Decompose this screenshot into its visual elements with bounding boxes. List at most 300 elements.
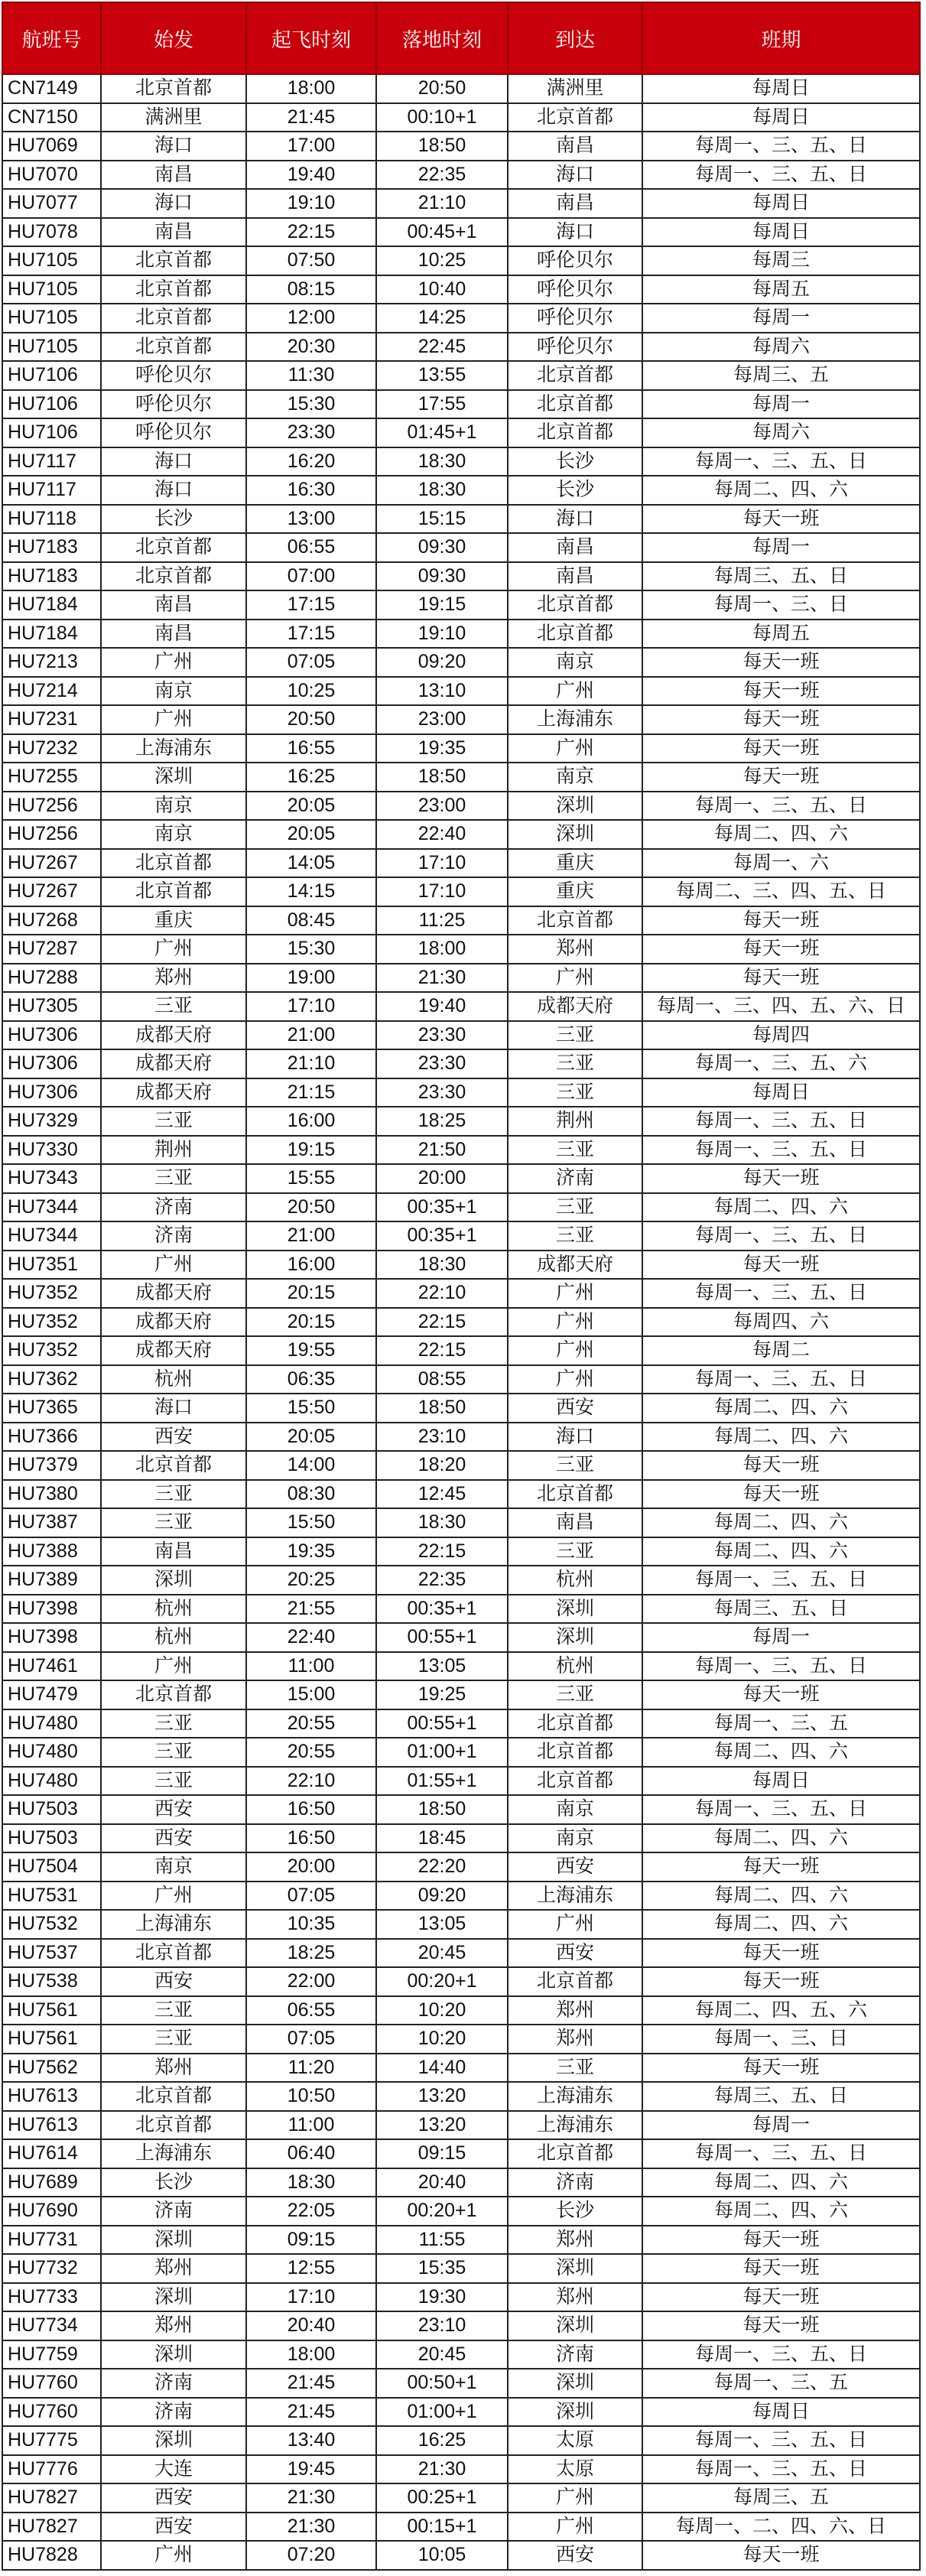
schedule-days-cell: 每周二、四、六 xyxy=(642,2168,920,2197)
arrival-time-cell: 18:30 xyxy=(376,476,508,505)
arrival-time-cell: 13:20 xyxy=(376,2111,508,2140)
departure-time-cell: 07:05 xyxy=(246,1882,376,1911)
flight-number-cell: HU7184 xyxy=(2,620,101,649)
origin-cell: 北京首都 xyxy=(101,1939,246,1968)
arrival-time-cell: 14:25 xyxy=(376,304,508,333)
destination-cell: 南昌 xyxy=(508,562,642,591)
origin-cell: 济南 xyxy=(101,2398,246,2427)
arrival-time-cell: 09:30 xyxy=(376,533,508,562)
table-row xyxy=(2,1308,920,1337)
arrival-time-cell: 20:40 xyxy=(376,2168,508,2197)
arrival-time-cell: 12:45 xyxy=(376,1480,508,1509)
arrival-time-cell: 17:55 xyxy=(376,390,508,419)
destination-cell: 郑州 xyxy=(508,1996,642,2025)
schedule-days-cell: 每周一、三、五、六 xyxy=(642,1049,920,1078)
destination-cell: 深圳 xyxy=(508,1595,642,1624)
destination-cell: 西安 xyxy=(508,1852,642,1882)
origin-cell: 成都天府 xyxy=(101,1308,246,1337)
table-row xyxy=(2,1566,920,1595)
table-row xyxy=(2,820,920,849)
schedule-days-cell: 每周二、四、六 xyxy=(642,1824,920,1853)
departure-time-cell: 06:55 xyxy=(246,1996,376,2025)
schedule-days-cell: 每周五 xyxy=(642,275,920,304)
schedule-days-cell: 每周二、四、六 xyxy=(642,1882,920,1911)
arrival-time-cell: 19:25 xyxy=(376,1680,508,1709)
arrival-time-cell: 22:35 xyxy=(376,1566,508,1595)
flight-number-cell: HU7614 xyxy=(2,2139,101,2168)
table-row xyxy=(2,620,920,649)
origin-cell: 成都天府 xyxy=(101,1336,246,1365)
destination-cell: 南昌 xyxy=(508,533,642,562)
destination-cell: 呼伦贝尔 xyxy=(508,304,642,333)
origin-cell: 广州 xyxy=(101,1251,246,1280)
destination-cell: 北京首都 xyxy=(508,1767,642,1796)
destination-cell: 南昌 xyxy=(508,132,642,161)
arrival-time-cell: 01:00+1 xyxy=(376,1738,508,1767)
arrival-time-cell: 19:35 xyxy=(376,734,508,763)
schedule-days-cell: 每周二、四、六 xyxy=(642,1394,920,1423)
origin-cell: 满洲里 xyxy=(101,103,246,132)
table-row xyxy=(2,2139,920,2168)
origin-cell: 郑州 xyxy=(101,2054,246,2083)
destination-cell: 北京首都 xyxy=(508,103,642,132)
destination-cell: 呼伦贝尔 xyxy=(508,333,642,362)
table-row xyxy=(2,1852,920,1882)
table-row xyxy=(2,447,920,476)
destination-cell: 广州 xyxy=(508,2483,642,2513)
destination-cell: 南京 xyxy=(508,648,642,677)
schedule-days-cell: 每周三、五、日 xyxy=(642,2082,920,2111)
arrival-time-cell: 01:00+1 xyxy=(376,2398,508,2427)
departure-time-cell: 07:05 xyxy=(246,2025,376,2054)
arrival-time-cell: 10:40 xyxy=(376,275,508,304)
departure-time-cell: 16:30 xyxy=(246,476,376,505)
flight-number-cell: HU7069 xyxy=(2,132,101,161)
arrival-time-cell: 00:10+1 xyxy=(376,103,508,132)
schedule-days-cell: 每周一、三、五、日 xyxy=(642,2455,920,2484)
schedule-days-cell: 每周二、四、六 xyxy=(642,2197,920,2226)
column-header-destination: 到达 xyxy=(508,2,642,74)
destination-cell: 呼伦贝尔 xyxy=(508,275,642,304)
destination-cell: 三亚 xyxy=(508,1021,642,1050)
flight-number-cell: HU7306 xyxy=(2,1078,101,1107)
table-row xyxy=(2,734,920,763)
destination-cell: 南京 xyxy=(508,1795,642,1824)
destination-cell: 郑州 xyxy=(508,2226,642,2255)
flight-number-cell: HU7183 xyxy=(2,562,101,591)
destination-cell: 济南 xyxy=(508,2168,642,2197)
arrival-time-cell: 23:30 xyxy=(376,1021,508,1050)
flight-number-cell: HU7732 xyxy=(2,2254,101,2283)
origin-cell: 深圳 xyxy=(101,763,246,792)
table-row xyxy=(2,964,920,993)
table-row xyxy=(2,992,920,1021)
table-row xyxy=(2,2111,920,2140)
arrival-time-cell: 01:45+1 xyxy=(376,418,508,447)
flight-number-cell: HU7733 xyxy=(2,2283,101,2312)
flight-number-cell: HU7759 xyxy=(2,2340,101,2369)
flight-number-cell: HU7352 xyxy=(2,1308,101,1337)
destination-cell: 海口 xyxy=(508,218,642,247)
departure-time-cell: 14:05 xyxy=(246,849,376,878)
arrival-time-cell: 22:45 xyxy=(376,333,508,362)
table-row xyxy=(2,333,920,362)
origin-cell: 广州 xyxy=(101,1652,246,1681)
arrival-time-cell: 22:15 xyxy=(376,1308,508,1337)
arrival-time-cell: 21:10 xyxy=(376,189,508,218)
flight-number-cell: HU7267 xyxy=(2,849,101,878)
departure-time-cell: 20:30 xyxy=(246,333,376,362)
flight-number-cell: HU7256 xyxy=(2,792,101,821)
departure-time-cell: 21:00 xyxy=(246,1021,376,1050)
origin-cell: 大连 xyxy=(101,2455,246,2484)
flight-number-cell: HU7351 xyxy=(2,1251,101,1280)
table-row xyxy=(2,1910,920,1939)
arrival-time-cell: 10:20 xyxy=(376,1996,508,2025)
destination-cell: 长沙 xyxy=(508,2197,642,2226)
flight-number-cell: HU7827 xyxy=(2,2513,101,2542)
flight-number-cell: HU7213 xyxy=(2,648,101,677)
departure-time-cell: 16:25 xyxy=(246,763,376,792)
schedule-days-cell: 每周一、三、五、日 xyxy=(642,161,920,190)
origin-cell: 上海浦东 xyxy=(101,1910,246,1939)
origin-cell: 成都天府 xyxy=(101,1049,246,1078)
origin-cell: 南昌 xyxy=(101,1537,246,1566)
departure-time-cell: 21:15 xyxy=(246,1078,376,1107)
departure-time-cell: 20:05 xyxy=(246,1423,376,1452)
table-row xyxy=(2,103,920,132)
table-row xyxy=(2,2254,920,2283)
arrival-time-cell: 18:50 xyxy=(376,1795,508,1824)
flight-number-cell: HU7365 xyxy=(2,1394,101,1423)
flight-number-cell: HU7105 xyxy=(2,333,101,362)
table-row xyxy=(2,1824,920,1853)
schedule-days-cell: 每周一、三、五、日 xyxy=(642,1136,920,1165)
origin-cell: 呼伦贝尔 xyxy=(101,390,246,419)
schedule-days-cell: 每天一班 xyxy=(642,2541,920,2570)
origin-cell: 海口 xyxy=(101,447,246,476)
arrival-time-cell: 14:40 xyxy=(376,2054,508,2083)
schedule-days-cell: 每天一班 xyxy=(642,1164,920,1193)
schedule-days-cell: 每周二、四、六 xyxy=(642,1910,920,1939)
schedule-days-cell: 每周日 xyxy=(642,1767,920,1796)
origin-cell: 西安 xyxy=(101,1824,246,1853)
departure-time-cell: 15:55 xyxy=(246,1164,376,1193)
origin-cell: 南昌 xyxy=(101,218,246,247)
flight-number-cell: HU7561 xyxy=(2,2025,101,2054)
destination-cell: 呼伦贝尔 xyxy=(508,246,642,275)
destination-cell: 西安 xyxy=(508,1939,642,1968)
flight-number-cell: HU7562 xyxy=(2,2054,101,2083)
departure-time-cell: 20:05 xyxy=(246,820,376,849)
destination-cell: 济南 xyxy=(508,2340,642,2369)
origin-cell: 三亚 xyxy=(101,1107,246,1136)
destination-cell: 北京首都 xyxy=(508,2139,642,2168)
departure-time-cell: 17:15 xyxy=(246,620,376,649)
table-row xyxy=(2,246,920,275)
schedule-days-cell: 每周二、四、六 xyxy=(642,1423,920,1452)
table-row xyxy=(2,1279,920,1308)
table-row xyxy=(2,2513,920,2542)
origin-cell: 北京首都 xyxy=(101,304,246,333)
departure-time-cell: 13:00 xyxy=(246,505,376,534)
flight-number-cell: HU7504 xyxy=(2,1852,101,1882)
origin-cell: 北京首都 xyxy=(101,1680,246,1709)
arrival-time-cell: 19:30 xyxy=(376,2283,508,2312)
schedule-days-cell: 每天一班 xyxy=(642,1852,920,1882)
schedule-days-cell: 每周二、四、六 xyxy=(642,476,920,505)
arrival-time-cell: 19:40 xyxy=(376,992,508,1021)
destination-cell: 北京首都 xyxy=(508,1709,642,1738)
origin-cell: 成都天府 xyxy=(101,1279,246,1308)
flight-number-cell: HU7380 xyxy=(2,1480,101,1509)
schedule-days-cell: 每周一、三、五、日 xyxy=(642,792,920,821)
schedule-days-cell: 每周一、三、四、五、六、日 xyxy=(642,992,920,1021)
origin-cell: 深圳 xyxy=(101,2340,246,2369)
flight-number-cell: HU7288 xyxy=(2,964,101,993)
arrival-time-cell: 17:10 xyxy=(376,849,508,878)
departure-time-cell: 20:05 xyxy=(246,792,376,821)
schedule-days-cell: 每周一、三、五、日 xyxy=(642,1795,920,1824)
flight-number-cell: HU7256 xyxy=(2,820,101,849)
origin-cell: 呼伦贝尔 xyxy=(101,361,246,390)
table-row xyxy=(2,189,920,218)
flight-number-cell: HU7398 xyxy=(2,1595,101,1624)
flight-number-cell: HU7183 xyxy=(2,533,101,562)
origin-cell: 三亚 xyxy=(101,1508,246,1537)
flight-number-cell: HU7352 xyxy=(2,1336,101,1365)
flight-number-cell: HU7480 xyxy=(2,1738,101,1767)
table-row xyxy=(2,2082,920,2111)
departure-time-cell: 19:15 xyxy=(246,1136,376,1165)
schedule-days-cell: 每周一、三、五、日 xyxy=(642,1566,920,1595)
destination-cell: 北京首都 xyxy=(508,620,642,649)
origin-cell: 北京首都 xyxy=(101,2111,246,2140)
origin-cell: 广州 xyxy=(101,935,246,964)
flight-number-cell: HU7537 xyxy=(2,1939,101,1968)
origin-cell: 济南 xyxy=(101,2369,246,2398)
table-row xyxy=(2,1795,920,1824)
flight-number-cell: HU7503 xyxy=(2,1824,101,1853)
arrival-time-cell: 15:35 xyxy=(376,2254,508,2283)
destination-cell: 三亚 xyxy=(508,1193,642,1222)
departure-time-cell: 23:30 xyxy=(246,418,376,447)
table-row xyxy=(2,218,920,247)
destination-cell: 长沙 xyxy=(508,476,642,505)
table-row xyxy=(2,2226,920,2255)
destination-cell: 太原 xyxy=(508,2426,642,2455)
departure-time-cell: 16:00 xyxy=(246,1107,376,1136)
flight-number-cell: HU7330 xyxy=(2,1136,101,1165)
departure-time-cell: 11:00 xyxy=(246,2111,376,2140)
origin-cell: 成都天府 xyxy=(101,1078,246,1107)
destination-cell: 西安 xyxy=(508,2541,642,2570)
flight-number-cell: HU7613 xyxy=(2,2082,101,2111)
arrival-time-cell: 18:45 xyxy=(376,1824,508,1853)
origin-cell: 深圳 xyxy=(101,2426,246,2455)
departure-time-cell: 21:45 xyxy=(246,103,376,132)
arrival-time-cell: 09:30 xyxy=(376,562,508,591)
schedule-days-cell: 每天一班 xyxy=(642,763,920,792)
departure-time-cell: 22:00 xyxy=(246,1967,376,1996)
destination-cell: 北京首都 xyxy=(508,418,642,447)
flight-number-cell: HU7775 xyxy=(2,2426,101,2455)
schedule-days-cell: 每天一班 xyxy=(642,677,920,706)
departure-time-cell: 19:00 xyxy=(246,964,376,993)
departure-time-cell: 17:10 xyxy=(246,992,376,1021)
arrival-time-cell: 00:20+1 xyxy=(376,1967,508,1996)
table-row xyxy=(2,2426,920,2455)
schedule-days-cell: 每周二 xyxy=(642,1336,920,1365)
schedule-days-cell: 每周二、四、六 xyxy=(642,1193,920,1222)
schedule-days-cell: 每周日 xyxy=(642,218,920,247)
arrival-time-cell: 20:50 xyxy=(376,74,508,103)
schedule-days-cell: 每周二、四、六 xyxy=(642,1537,920,1566)
flight-number-cell: HU7388 xyxy=(2,1537,101,1566)
departure-time-cell: 15:30 xyxy=(246,390,376,419)
arrival-time-cell: 00:55+1 xyxy=(376,1709,508,1738)
table-row xyxy=(2,935,920,964)
destination-cell: 北京首都 xyxy=(508,906,642,935)
flight-number-cell: HU7343 xyxy=(2,1164,101,1193)
origin-cell: 三亚 xyxy=(101,1996,246,2025)
flight-number-cell: HU7306 xyxy=(2,1049,101,1078)
arrival-time-cell: 21:30 xyxy=(376,2455,508,2484)
table-row xyxy=(2,2168,920,2197)
origin-cell: 广州 xyxy=(101,705,246,734)
origin-cell: 西安 xyxy=(101,1967,246,1996)
departure-time-cell: 09:15 xyxy=(246,2226,376,2255)
flight-number-cell: HU7106 xyxy=(2,418,101,447)
departure-time-cell: 20:15 xyxy=(246,1308,376,1337)
destination-cell: 南京 xyxy=(508,763,642,792)
table-row xyxy=(2,132,920,161)
origin-cell: 南京 xyxy=(101,820,246,849)
arrival-time-cell: 00:35+1 xyxy=(376,1221,508,1251)
arrival-time-cell: 00:25+1 xyxy=(376,2483,508,2513)
origin-cell: 上海浦东 xyxy=(101,2139,246,2168)
destination-cell: 北京首都 xyxy=(508,361,642,390)
departure-time-cell: 21:45 xyxy=(246,2369,376,2398)
arrival-time-cell: 23:10 xyxy=(376,1423,508,1452)
arrival-time-cell: 21:30 xyxy=(376,964,508,993)
table-row xyxy=(2,2283,920,2312)
flight-number-cell: HU7480 xyxy=(2,1709,101,1738)
destination-cell: 三亚 xyxy=(508,1221,642,1251)
schedule-days-cell: 每周日 xyxy=(642,2398,920,2427)
schedule-days-cell: 每周二、四、六 xyxy=(642,1738,920,1767)
table-row xyxy=(2,2455,920,2484)
schedule-days-cell: 每周六 xyxy=(642,333,920,362)
table-row xyxy=(2,705,920,734)
departure-time-cell: 17:00 xyxy=(246,132,376,161)
schedule-days-cell: 每天一班 xyxy=(642,964,920,993)
arrival-time-cell: 16:25 xyxy=(376,2426,508,2455)
origin-cell: 三亚 xyxy=(101,992,246,1021)
flight-number-cell: HU7398 xyxy=(2,1623,101,1652)
arrival-time-cell: 18:30 xyxy=(376,1508,508,1537)
arrival-time-cell: 10:20 xyxy=(376,2025,508,2054)
schedule-days-cell: 每天一班 xyxy=(642,906,920,935)
arrival-time-cell: 18:50 xyxy=(376,132,508,161)
schedule-days-cell: 每周一、三、五、日 xyxy=(642,1365,920,1394)
schedule-days-cell: 每周日 xyxy=(642,189,920,218)
schedule-days-cell: 每天一班 xyxy=(642,2254,920,2283)
departure-time-cell: 18:00 xyxy=(246,2340,376,2369)
flight-number-cell: HU7734 xyxy=(2,2311,101,2340)
flight-number-cell: HU7117 xyxy=(2,447,101,476)
destination-cell: 三亚 xyxy=(508,1049,642,1078)
table-row xyxy=(2,1939,920,1968)
table-row xyxy=(2,1365,920,1394)
flight-number-cell: HU7690 xyxy=(2,2197,101,2226)
arrival-time-cell: 18:50 xyxy=(376,763,508,792)
arrival-time-cell: 00:35+1 xyxy=(376,1595,508,1624)
table-row xyxy=(2,505,920,534)
schedule-days-cell: 每周一、三、五、日 xyxy=(642,2139,920,2168)
schedule-days-cell: 每周四、六 xyxy=(642,1308,920,1337)
schedule-days-cell: 每周日 xyxy=(642,103,920,132)
departure-time-cell: 21:45 xyxy=(246,2398,376,2427)
table-row xyxy=(2,1537,920,1566)
flight-number-cell: HU7479 xyxy=(2,1680,101,1709)
arrival-time-cell: 13:55 xyxy=(376,361,508,390)
arrival-time-cell: 19:10 xyxy=(376,620,508,649)
departure-time-cell: 20:55 xyxy=(246,1709,376,1738)
origin-cell: 北京首都 xyxy=(101,275,246,304)
origin-cell: 济南 xyxy=(101,1193,246,1222)
destination-cell: 三亚 xyxy=(508,1136,642,1165)
departure-time-cell: 16:00 xyxy=(246,1251,376,1280)
origin-cell: 广州 xyxy=(101,2541,246,2570)
schedule-days-cell: 每天一班 xyxy=(642,1939,920,1968)
departure-time-cell: 08:30 xyxy=(246,1480,376,1509)
schedule-days-cell: 每天一班 xyxy=(642,705,920,734)
destination-cell: 重庆 xyxy=(508,849,642,878)
departure-time-cell: 08:15 xyxy=(246,275,376,304)
destination-cell: 满洲里 xyxy=(508,74,642,103)
origin-cell: 南京 xyxy=(101,677,246,706)
table-row xyxy=(2,2340,920,2369)
departure-time-cell: 13:40 xyxy=(246,2426,376,2455)
table-row xyxy=(2,763,920,792)
departure-time-cell: 11:20 xyxy=(246,2054,376,2083)
table-row xyxy=(2,1221,920,1251)
schedule-days-cell: 每周一 xyxy=(642,533,920,562)
flight-number-cell: HU7531 xyxy=(2,1882,101,1911)
destination-cell: 成都天府 xyxy=(508,1251,642,1280)
table-row xyxy=(2,1078,920,1107)
departure-time-cell: 21:55 xyxy=(246,1595,376,1624)
destination-cell: 深圳 xyxy=(508,2398,642,2427)
flight-schedule-table xyxy=(2,2,921,2571)
flight-number-cell: CN7150 xyxy=(2,103,101,132)
schedule-days-cell: 每周二、四、六 xyxy=(642,820,920,849)
flight-number-cell: HU7287 xyxy=(2,935,101,964)
origin-cell: 三亚 xyxy=(101,2025,246,2054)
schedule-days-cell: 每周一、三、五、日 xyxy=(642,1221,920,1251)
origin-cell: 南昌 xyxy=(101,620,246,649)
destination-cell: 长沙 xyxy=(508,447,642,476)
origin-cell: 北京首都 xyxy=(101,849,246,878)
destination-cell: 海口 xyxy=(508,161,642,190)
departure-time-cell: 15:50 xyxy=(246,1508,376,1537)
schedule-days-cell: 每周六 xyxy=(642,418,920,447)
destination-cell: 海口 xyxy=(508,1423,642,1452)
table-row xyxy=(2,1251,920,1280)
table-row xyxy=(2,1996,920,2025)
destination-cell: 广州 xyxy=(508,734,642,763)
